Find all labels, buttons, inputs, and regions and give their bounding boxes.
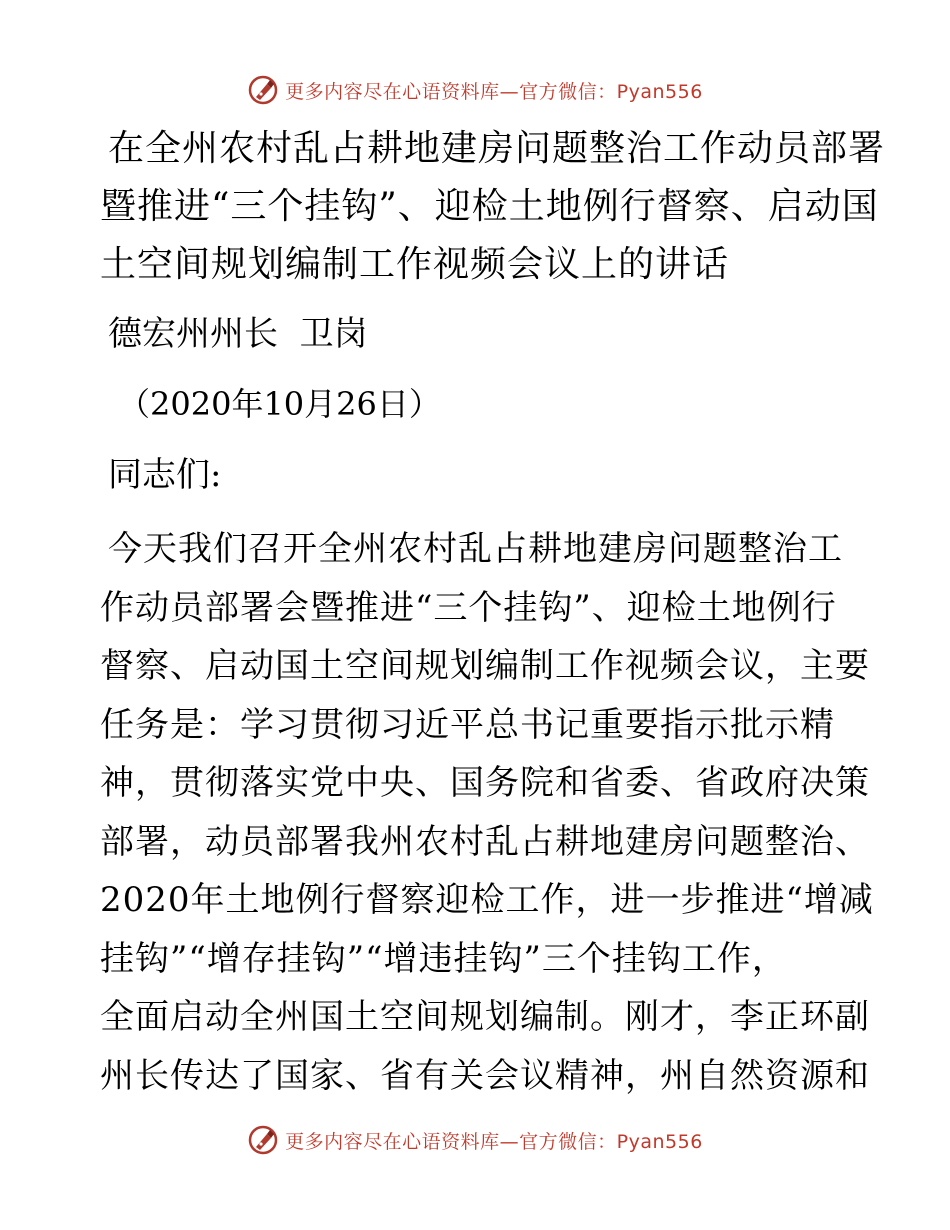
pen-nib-icon [247,74,279,106]
pen-nib-icon [247,1124,279,1156]
paragraph-line: 部署，动员部署我州农村乱占耕地建房问题整治、 [100,821,870,862]
paragraph-line: 任务是：学习贯彻习近平总书记重要指示批示精 [100,704,835,745]
watermark-text: 更多内容尽在心语资料库—官方微信：Pyan556 [285,1130,703,1153]
title-line-3: 土空间规划编制工作视频会议上的讲话 [100,244,730,285]
paragraph-line: 全面启动全州国土空间规划编制。刚才，李正环副 [100,997,870,1037]
title-line-2: 暨推进“三个挂钩”、迎检土地例行督察、启动国 [100,186,879,227]
salutation: 同志们: [108,455,222,495]
title-line-1: 在全州农村乱占耕地建房问题整治工作动员部署 [108,128,886,169]
paragraph-line: 督察、启动国土空间规划编制工作视频会议，主要 [100,646,870,686]
paragraph-line: 神，贯彻落实党中央、国务院和省委、省政府决策 [100,763,870,803]
paragraph-line: 2020年土地例行督察迎检工作，进一步推进“增减 [100,880,874,920]
paragraph-line: 作动员部署会暨推进“三个挂钩”、迎检土地例行 [100,587,837,628]
watermark-text: 更多内容尽在心语资料库—官方微信：Pyan556 [285,80,703,103]
header-watermark [0,70,950,110]
speech-paragraph [100,520,874,1105]
document-title [100,120,886,294]
paragraph-line: 今天我们召开全州农村乱占耕地建房问题整治工 [108,529,843,569]
paragraph-line: 挂钩”“增存挂钩”“增违挂钩”三个挂钩工作， [100,938,787,979]
footer-watermark [0,1120,950,1160]
author-line: 德宏州州长 卫岗 [108,314,368,354]
paragraph-line: 州长传达了国家、省有关会议精神，州自然资源和 [100,1055,870,1096]
document-body [100,120,886,1105]
speech-date: （2020年10月26日） [118,385,441,423]
